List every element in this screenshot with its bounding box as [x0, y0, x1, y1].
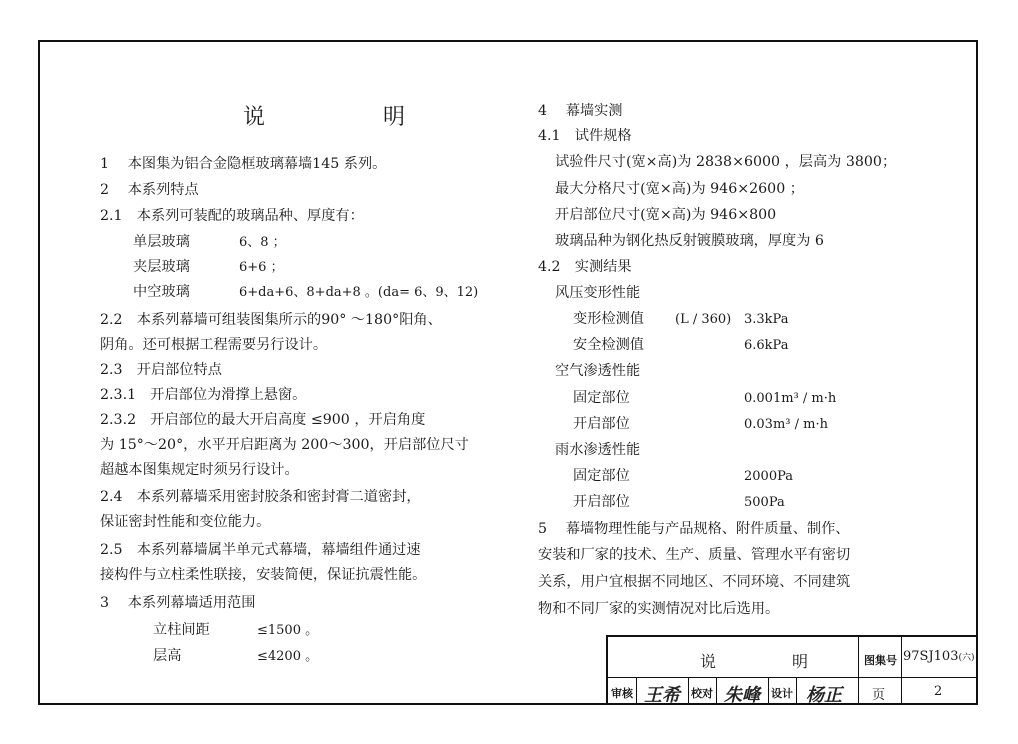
item-5-line2: 安装和厂家的技术、生产、质量、管理水平有密切	[538, 547, 851, 563]
item-5-line1: 5 幕墙物理性能与产品规格、附件质量、制作、	[538, 521, 850, 537]
design-label: 设计	[771, 687, 793, 700]
rain-opening-name: 开启部位	[573, 494, 630, 510]
glass-laminated-value: 6+6 ；	[239, 260, 284, 275]
air-opening-value: 0.03m³ / m·h	[744, 417, 828, 432]
item-2-4-line2: 保证密封性能和变位能力。	[100, 514, 271, 530]
range-floor-height-name: 层高	[153, 648, 182, 664]
item-2-3: 2.3 开启部位特点	[100, 362, 222, 378]
spec-specimen-size: 试验件尺寸(宽×高)为 2838×6000 ，层高为 3800；	[555, 154, 897, 170]
item-2-3-2-line1: 2.3.2 开启部位的最大开启高度 ≤900 ，开启角度	[100, 412, 426, 428]
glass-insulated-name: 中空玻璃	[133, 284, 190, 300]
title-block-name-a: 说	[700, 652, 717, 671]
title-block-name-b: 明	[792, 652, 809, 671]
item-2-5-line1: 2.5 本系列幕墙属半单元式幕墙，幕墙组件通过速	[100, 542, 421, 558]
title-block-divider	[608, 677, 978, 678]
review-signature: 王希	[644, 685, 680, 706]
item-2-3-2-line3: 超越本图集规定时须另行设计。	[100, 462, 299, 478]
rain-heading: 雨水渗透性能	[555, 442, 641, 458]
item-2-5-line2: 接构件与立柱柔性联接，安装简便，保证抗震性能。	[100, 567, 427, 583]
wind-deform-value: 3.3kPa	[744, 312, 789, 327]
page-number: 2	[934, 684, 943, 699]
wind-deform-ratio: (L / 360)	[675, 312, 732, 327]
title-block-col-divider	[901, 637, 902, 705]
check-signature: 朱峰	[724, 685, 760, 706]
title-block-cell-divider	[796, 677, 797, 705]
page-label: 页	[872, 688, 886, 703]
glass-laminated-name: 夹层玻璃	[133, 259, 190, 275]
check-label: 校对	[691, 687, 713, 700]
item-2-3-2-line2: 为 15°～20°，水平开启距离为 200～300，开启部位尺寸	[100, 437, 469, 453]
wind-heading: 风压变形性能	[555, 285, 641, 301]
range-floor-height-value: ≤4200 。	[257, 649, 319, 664]
title-block	[606, 635, 978, 705]
review-label: 审核	[611, 687, 633, 700]
glass-single-value: 6、8 ；	[239, 235, 286, 250]
glass-insulated-value: 6+da+6、8+da+8 。(da= 6、9、12)	[239, 285, 479, 300]
atlas-code: 97SJ103	[903, 649, 959, 664]
air-heading: 空气渗透性能	[555, 363, 641, 379]
range-column-spacing-name: 立柱间距	[153, 622, 210, 638]
item-2-2-line1: 2.2 本系列幕墙可组装图集所示的90° ～180°阳角、	[100, 312, 442, 328]
spec-glass-type: 玻璃品种为钢化热反射镀膜玻璃，厚度为 6	[555, 233, 824, 249]
item-3: 3 本系列幕墙适用范围	[100, 595, 256, 611]
rain-opening-value: 500Pa	[744, 495, 785, 510]
title-block-cell-divider	[688, 677, 689, 705]
item-4-1: 4.1 试件规格	[538, 128, 632, 144]
wind-deform-name: 变形检测值	[573, 311, 644, 327]
glass-single-name: 单层玻璃	[133, 234, 190, 250]
item-2: 2 本系列特点	[100, 182, 199, 198]
air-fixed-value: 0.001m³ / m·h	[744, 391, 837, 406]
atlas-number-label: 图集号	[864, 654, 897, 667]
atlas-suffix: (六)	[958, 653, 975, 663]
design-signature: 杨正	[806, 685, 842, 706]
title-block-cell-divider	[768, 677, 769, 705]
wind-safety-value: 6.6kPa	[744, 338, 789, 353]
range-column-spacing-value: ≤1500 。	[257, 623, 319, 638]
page-title: 说 明	[243, 105, 454, 130]
rain-fixed-value: 2000Pa	[744, 469, 793, 484]
item-2-3-1: 2.3.1 开启部位为滑撑上悬窗。	[100, 387, 307, 403]
item-4-2: 4.2 实测结果	[538, 259, 632, 275]
item-1: 1 本图集为铝合金隐框玻璃幕墙145 系列。	[100, 156, 387, 172]
item-2-4-line1: 2.4 本系列幕墙采用密封胶条和密封膏二道密封，	[100, 489, 421, 505]
item-2-2-line2: 阴角。还可根据工程需要另行设计。	[100, 337, 328, 353]
item-4: 4 幕墙实测	[538, 103, 623, 119]
title-block-col-divider	[858, 637, 859, 705]
item-2-1: 2.1 本系列可装配的玻璃品种、厚度有：	[100, 208, 364, 224]
item-5-line3: 关系，用户宜根据不同地区、不同环境、不同建筑	[538, 574, 851, 590]
rain-fixed-name: 固定部位	[573, 468, 630, 484]
air-fixed-name: 固定部位	[573, 390, 630, 406]
title-block-cell-divider	[636, 677, 637, 705]
title-block-cell-divider	[716, 677, 717, 705]
spec-opening-size: 开启部位尺寸(宽×高)为 946×800	[555, 207, 777, 223]
item-5-line4: 物和不同厂家的实测情况对比后选用。	[538, 601, 780, 617]
atlas-number	[903, 649, 975, 664]
air-opening-name: 开启部位	[573, 416, 630, 432]
spec-max-grid-size: 最大分格尺寸(宽×高)为 946×2600 ；	[555, 181, 804, 197]
wind-safety-name: 安全检测值	[573, 337, 644, 353]
